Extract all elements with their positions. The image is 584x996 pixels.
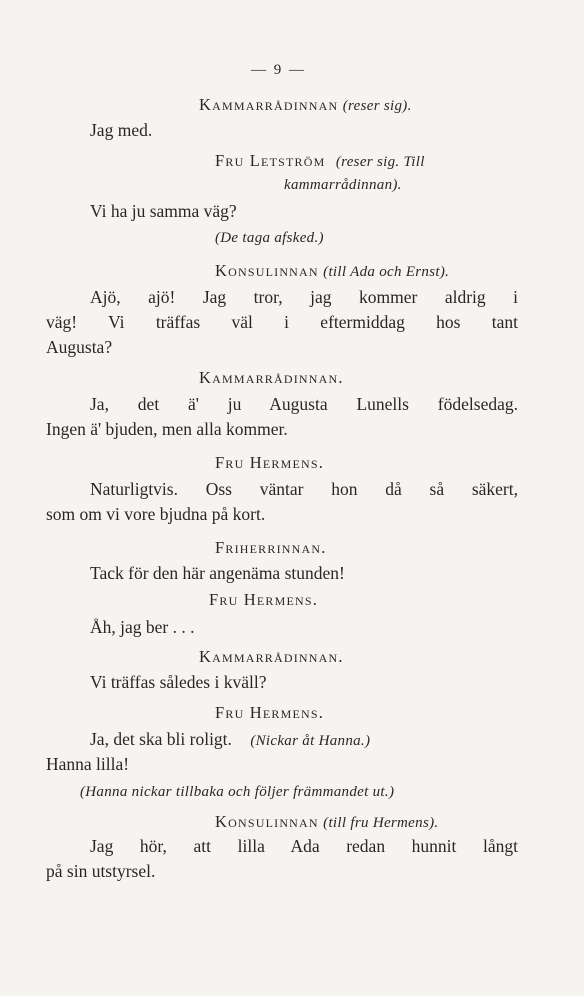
dialogue-line: Ingen ä' bjuden, men alla kommer. bbox=[46, 419, 288, 439]
stage-direction: (reser sig. Till bbox=[335, 154, 425, 170]
dialogue-line: Ajö, ajö! Jag tror, jag kommer aldrig i bbox=[90, 287, 518, 307]
stage-line bbox=[215, 810, 438, 834]
speaker-name: Kammarrådinnan bbox=[199, 95, 339, 114]
dialogue-line: Vi ha ju samma väg? bbox=[90, 201, 237, 221]
speaker-name: Kammarrådinnan. bbox=[199, 368, 344, 387]
dialogue-line: Naturligtvis. Oss väntar hon då så säkert, bbox=[90, 479, 518, 499]
dialogue-text: Ja, det ska bli roligt. bbox=[90, 729, 232, 749]
page-number: — 9 — bbox=[251, 62, 306, 78]
dialogue-line: Jag med. bbox=[90, 120, 153, 140]
dialogue-line: Augusta? bbox=[46, 337, 113, 357]
stage-line bbox=[199, 93, 412, 117]
dialogue-line: Vi träffas således i kväll? bbox=[90, 672, 267, 692]
dialogue-line: Jag hör, att lilla Ada redan hunnit långt bbox=[90, 836, 518, 856]
stage-direction: kammarrådinnan). bbox=[284, 177, 402, 193]
speaker-name: Kammarrådinnan. bbox=[199, 647, 344, 666]
speaker-name: Fru Letström bbox=[215, 151, 326, 170]
stage-direction: (till Ada och Ernst). bbox=[323, 264, 450, 280]
stage-line bbox=[215, 259, 449, 283]
stage-direction: (Nickar åt Hanna.) bbox=[250, 733, 371, 749]
speaker-name: Konsulinnan bbox=[215, 261, 319, 280]
stage-direction: (Hanna nickar tillbaka och följer främmandet ut.) bbox=[80, 784, 395, 800]
speaker-name: Fru Hermens. bbox=[215, 703, 325, 722]
stage-direction: (till fru Hermens). bbox=[323, 815, 439, 831]
dialogue-line: på sin utstyrsel. bbox=[46, 861, 156, 881]
stage-line bbox=[215, 149, 425, 173]
speaker-name: Konsulinnan bbox=[215, 812, 319, 831]
speaker-name: Friherrinnan. bbox=[215, 538, 327, 557]
dialogue-line: Tack för den här angenäma stunden! bbox=[90, 563, 345, 583]
speaker-name: Fru Hermens. bbox=[209, 590, 319, 609]
dialogue-line: Hanna lilla! bbox=[46, 754, 130, 774]
dialogue-line: Ja, det ä' ju Augusta Lunells födelsedag. bbox=[90, 394, 518, 414]
dialogue-line: Åh, jag ber . . . bbox=[90, 617, 195, 637]
speaker-name: Fru Hermens. bbox=[215, 453, 325, 472]
stage-direction: (De taga afsked.) bbox=[215, 230, 324, 246]
dialogue-line: som om vi vore bjudna på kort. bbox=[46, 504, 266, 524]
dialogue-line: väg! Vi träffas väl i eftermiddag hos tant bbox=[46, 312, 518, 332]
stage-direction: (reser sig). bbox=[342, 98, 412, 114]
dialogue-line bbox=[90, 728, 370, 752]
